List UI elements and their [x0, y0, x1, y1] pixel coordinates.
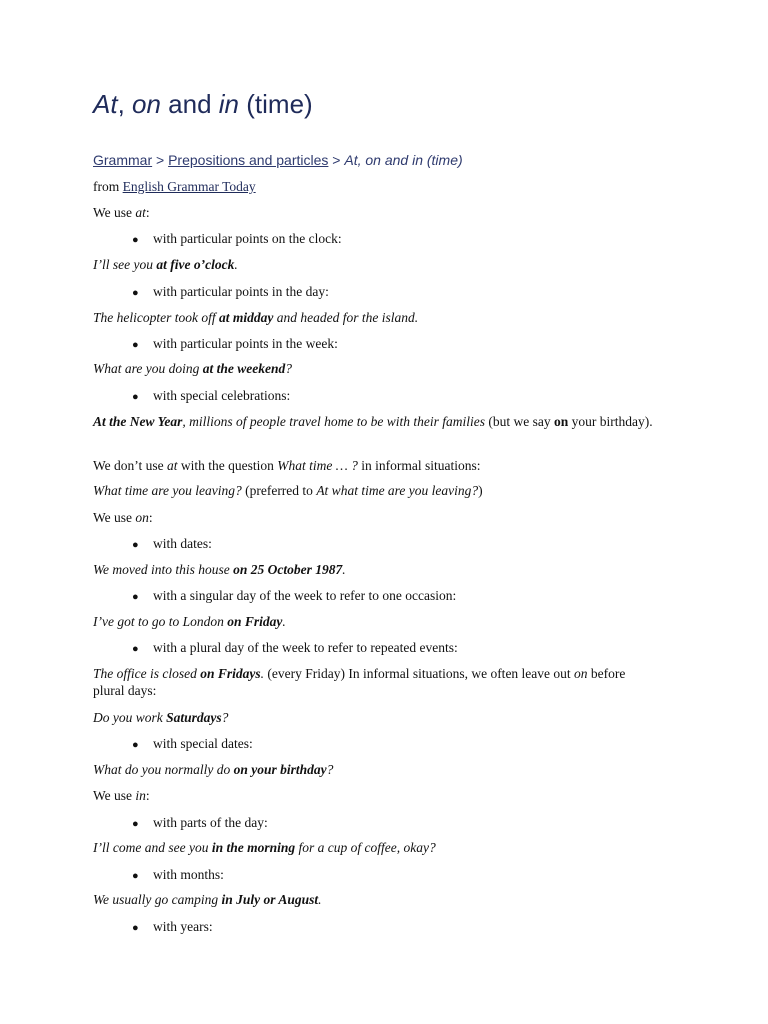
example-text: We moved into this house [93, 562, 234, 577]
list-item-text: with months: [153, 867, 224, 882]
example-sentence [93, 891, 680, 908]
intro-text: We use [93, 205, 136, 220]
breadcrumb-separator: > [152, 152, 169, 168]
example-sentence [93, 709, 680, 726]
breadcrumb-grammar-link[interactable]: Grammar [93, 152, 153, 168]
note-term: What time … ? [277, 458, 358, 473]
in-intro [93, 787, 680, 804]
list-item [132, 639, 680, 658]
example-text: ? [285, 361, 292, 376]
example-text: ? [326, 762, 334, 777]
bullet-icon: ● [132, 591, 139, 603]
list-item-text: with a plural day of the week to refer to repeated events: [153, 640, 458, 655]
list-item-text: with particular points in the day: [153, 284, 329, 299]
at-note [93, 457, 680, 474]
bullet-icon: ● [132, 287, 139, 299]
list-item [132, 535, 680, 554]
list-item-text: with years: [153, 919, 213, 934]
list-item-text: with parts of the day: [153, 815, 268, 830]
example-sentence [93, 360, 680, 377]
note-term: on [574, 666, 588, 681]
list-item [132, 735, 680, 754]
example-text: and headed for the island. [273, 310, 419, 325]
note-text: in informal situations: [357, 458, 481, 473]
example-sentence [93, 761, 680, 778]
bullet-icon: ● [132, 818, 139, 830]
title-time: (time) [239, 89, 313, 119]
intro-colon: : [148, 510, 153, 525]
list-item [132, 335, 680, 354]
source-line [93, 178, 680, 195]
list-item [132, 866, 680, 885]
example-highlight: at five o’clock [156, 257, 235, 272]
bullet-icon: ● [132, 339, 139, 351]
bullet-icon: ● [132, 870, 139, 882]
example-text: ? [221, 710, 229, 725]
example-sentence [93, 256, 680, 273]
example-text: What time are you leaving? [93, 483, 242, 498]
list-item-text: with dates: [153, 536, 212, 551]
example-text: . [282, 614, 286, 629]
list-item [132, 283, 680, 302]
example-text: . [234, 257, 238, 272]
title-in: in [218, 89, 240, 119]
list-item-text: with special celebrations: [153, 388, 291, 403]
source-prefix: from [93, 179, 123, 194]
note-text: (but we say [484, 414, 554, 429]
note-text: your birthday). [568, 414, 653, 429]
example-sentence [93, 839, 680, 856]
example-highlight: at the weekend [202, 361, 286, 376]
example-text: , millions of people travel home to be with their families [182, 414, 485, 429]
title-on: on [132, 89, 161, 119]
example-text: Do you work [93, 710, 167, 725]
example-text: What do you normally do [93, 762, 234, 777]
example-text: The helicopter took off [93, 310, 219, 325]
example-text: I’ll come and see you [93, 840, 212, 855]
example-text: At what time are you leaving? [316, 483, 479, 498]
example-text: I’ve got to go to London [93, 614, 228, 629]
on-intro [93, 509, 680, 526]
title-and: and [160, 89, 219, 119]
example-highlight: in the morning [211, 840, 296, 855]
note-text: before plural days: [93, 666, 626, 698]
list-item [132, 387, 680, 406]
intro-term: in [135, 788, 146, 803]
intro-colon: : [145, 205, 150, 220]
title-sep: , [117, 89, 133, 119]
breadcrumb-prepositions-link[interactable]: Prepositions and particles [168, 152, 329, 168]
example-sentence [93, 413, 680, 430]
list-item [132, 587, 680, 606]
note-text: with the question [177, 458, 278, 473]
example-highlight: on your birthday [233, 762, 327, 777]
example-text: I’ll see you [93, 257, 157, 272]
bullet-icon: ● [132, 922, 139, 934]
example-text: The office is closed [93, 666, 201, 681]
list-item [132, 814, 680, 833]
example-text: We usually go camping [93, 892, 222, 907]
example-text: . [342, 562, 346, 577]
note-text: We don’t use [93, 458, 168, 473]
example-text: What are you doing [93, 361, 203, 376]
example-sentence [93, 665, 628, 699]
note-text: (preferred to [241, 483, 317, 498]
title-at: At [93, 89, 118, 119]
example-sentence [93, 482, 680, 499]
note-text: (every Friday) In informal situations, we often leave out [264, 666, 575, 681]
example-highlight: Saturdays [166, 710, 222, 725]
example-highlight: At the New Year [93, 414, 183, 429]
english-grammar-today-link[interactable]: English Grammar Today [122, 179, 256, 194]
example-text: for a cup of coffee, okay? [295, 840, 436, 855]
breadcrumb-separator: > [328, 152, 345, 168]
note-text: ) [478, 483, 483, 498]
bullet-icon: ● [132, 739, 139, 751]
intro-text: We use [93, 788, 136, 803]
intro-term: on [135, 510, 149, 525]
note-term: on [553, 414, 569, 429]
bullet-icon: ● [132, 234, 139, 246]
example-highlight: on 25 October 1987 [233, 562, 343, 577]
example-highlight: on Friday [227, 614, 283, 629]
example-sentence [93, 309, 680, 326]
example-sentence [93, 613, 680, 630]
list-item-text: with special dates: [153, 736, 253, 751]
example-highlight: in July or August [221, 892, 319, 907]
example-highlight: at midday [218, 310, 274, 325]
page-title [93, 84, 313, 124]
list-item [132, 230, 680, 249]
example-highlight: on Fridays [200, 666, 261, 681]
note-term: at [167, 458, 178, 473]
bullet-icon: ● [132, 391, 139, 403]
list-item-text: with particular points on the clock: [153, 231, 342, 246]
intro-text: We use [93, 510, 136, 525]
example-text: . [318, 892, 322, 907]
breadcrumb-current: At, on and in (time) [344, 152, 463, 168]
example-text: . [260, 666, 264, 681]
list-item-text: with particular points in the week: [153, 336, 338, 351]
intro-term: at [135, 205, 146, 220]
at-intro [93, 204, 680, 221]
bullet-icon: ● [132, 539, 139, 551]
breadcrumb [93, 150, 463, 170]
intro-colon: : [145, 788, 150, 803]
example-sentence [93, 561, 680, 578]
list-item-text: with a singular day of the week to refer to one occasion: [153, 588, 457, 603]
bullet-icon: ● [132, 643, 139, 655]
list-item [132, 918, 680, 937]
